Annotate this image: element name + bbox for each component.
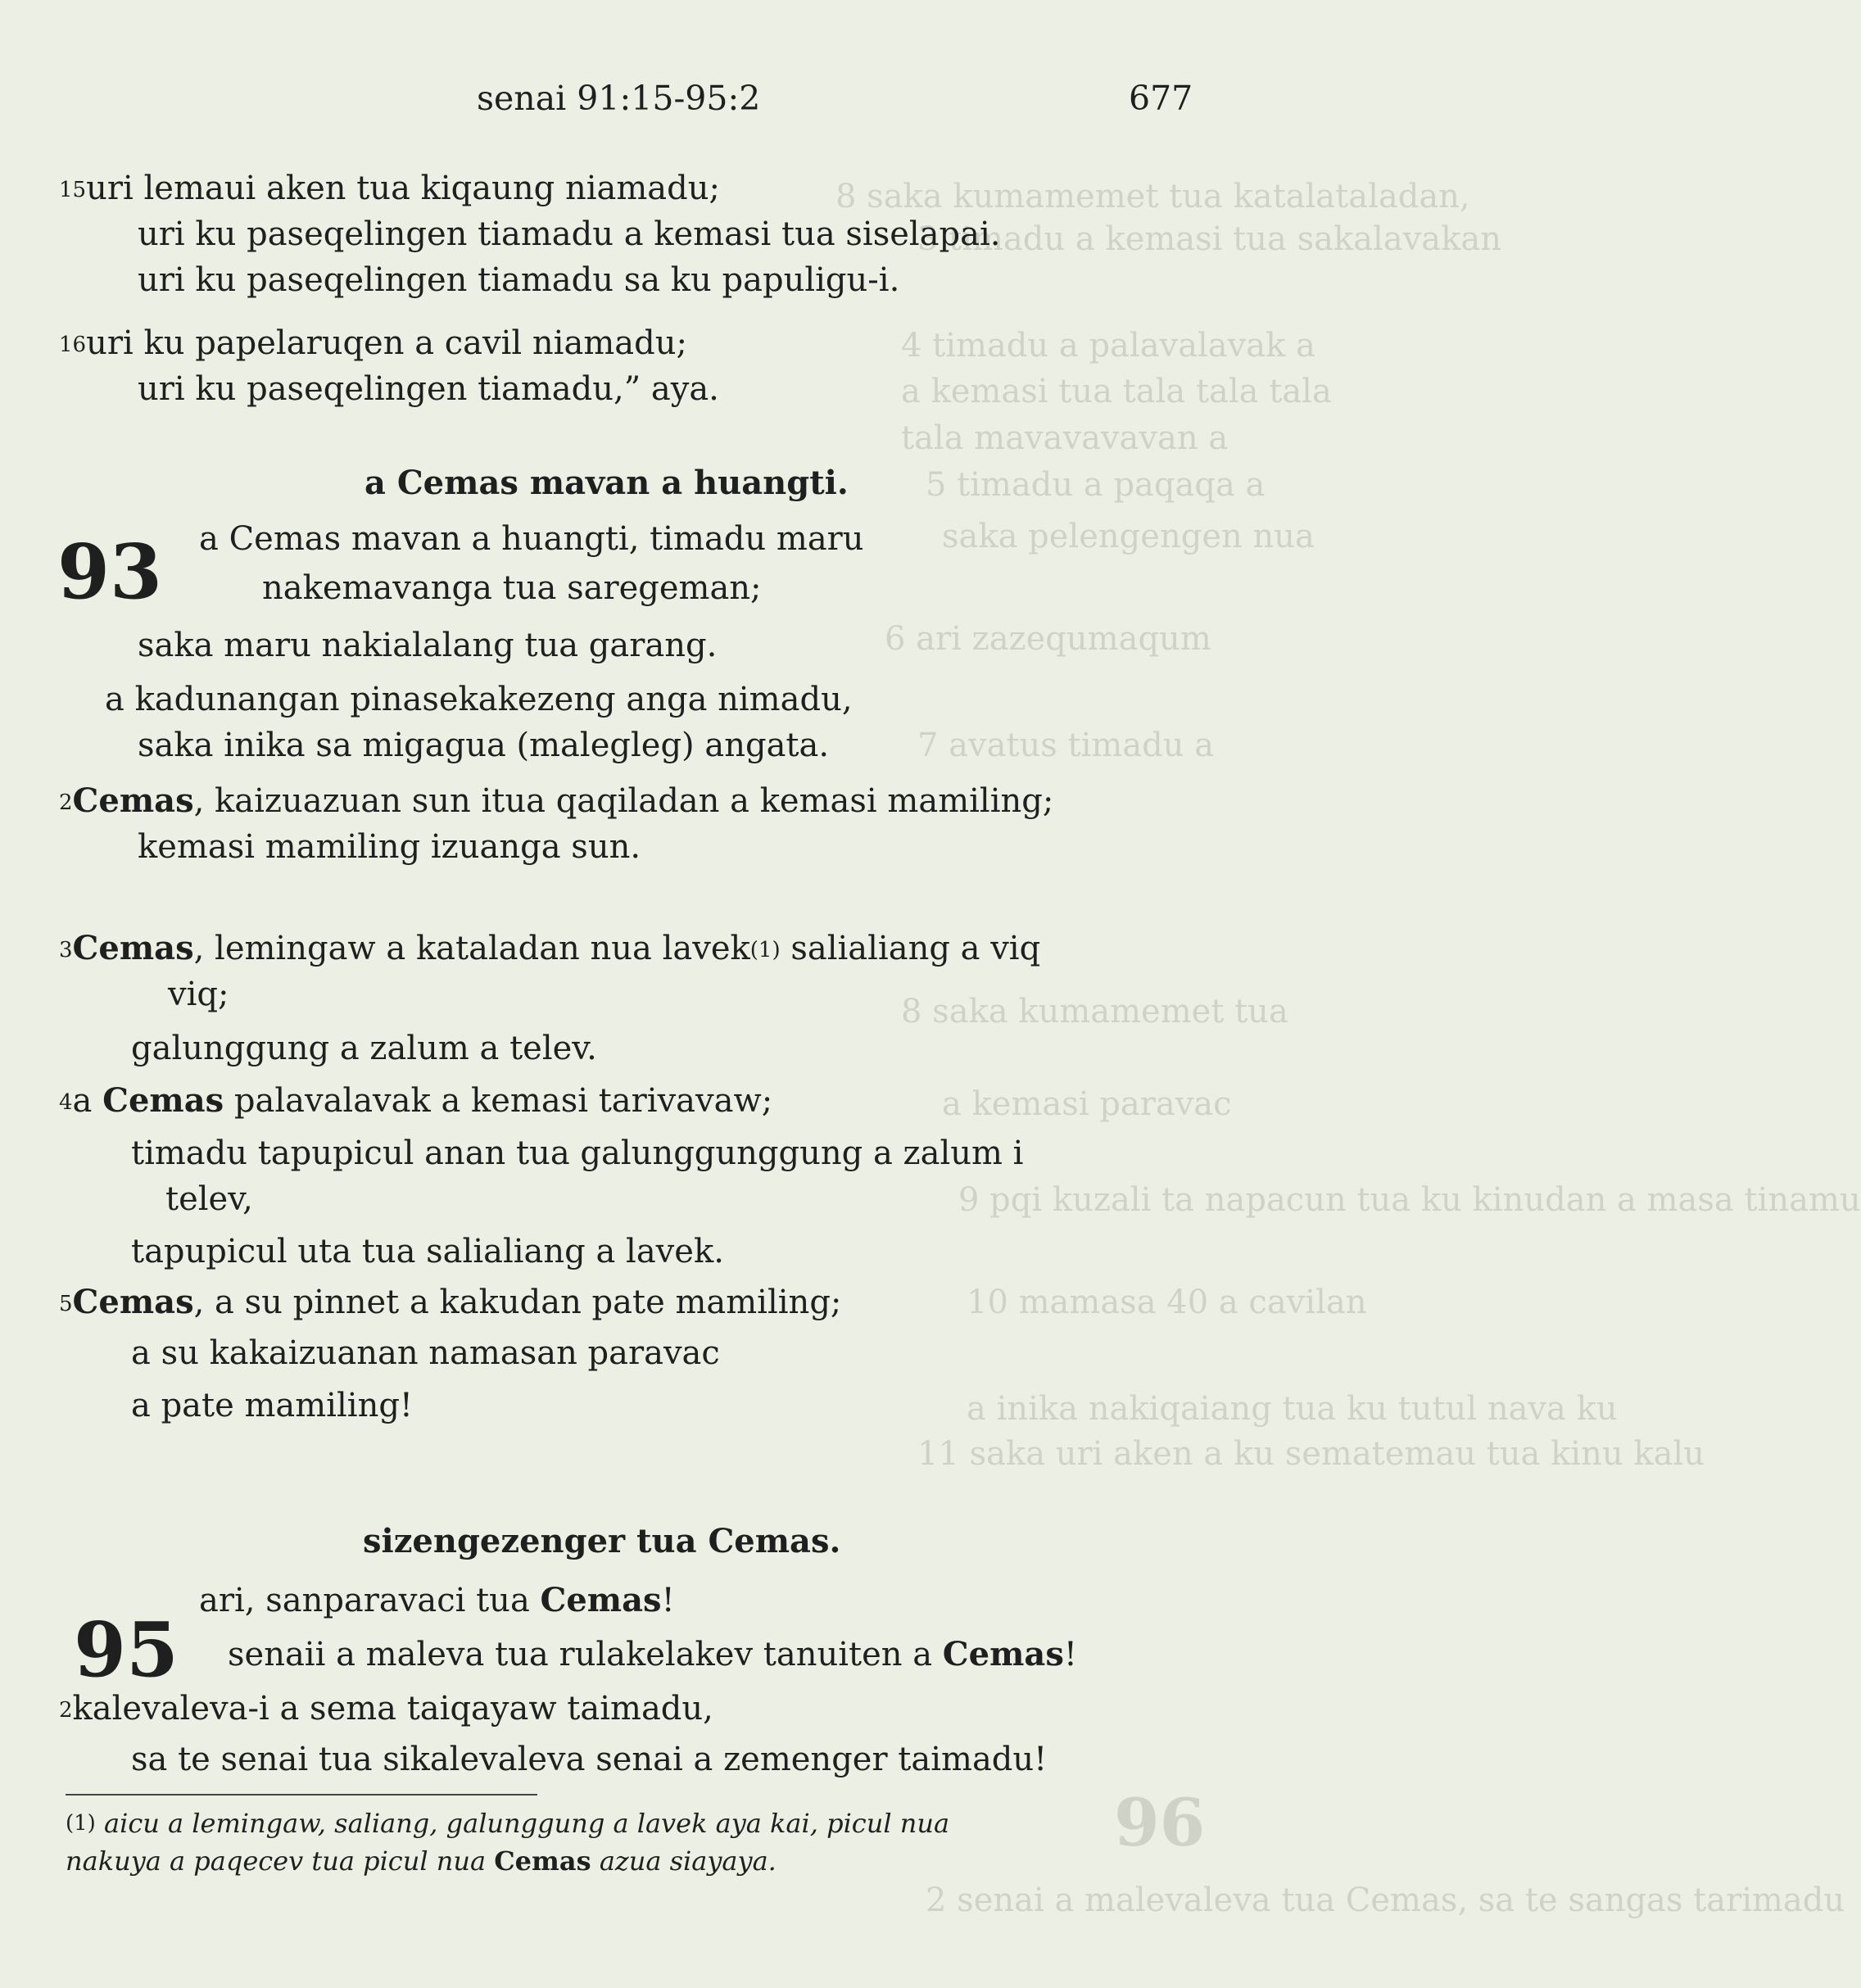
page-number: 677	[1129, 79, 1193, 118]
verse-line: !	[661, 1582, 675, 1619]
divine-name: Cemas	[540, 1581, 662, 1619]
bleed-through-line: 7 avatus timadu a	[917, 727, 1215, 764]
verse-line: tapupicul uta tua salialiang a lavek.	[131, 1233, 724, 1270]
bleed-through-line: tala mavavavavan a	[901, 419, 1229, 457]
verse-95-2	[59, 1686, 713, 1732]
divine-name: Cemas	[72, 1283, 194, 1321]
verse-line: senaii a maleva tua rulakelakev tanuiten a	[228, 1636, 943, 1673]
footnote-text: nakuya a paqecev tua picul nua	[66, 1845, 495, 1877]
verse-line: galunggung a zalum a telev.	[131, 1030, 597, 1067]
verse-line: timadu tapupicul anan tua galunggunggung a zalum i	[131, 1134, 1024, 1172]
bleed-through-line: 8 saka kumamemet tua katalataladan,	[835, 178, 1470, 215]
verse-line: uri ku paseqelingen tiamadu a kemasi tua siselapai.	[138, 215, 1001, 253]
bleed-through-line: 8 saka kumamemet tua	[901, 993, 1288, 1030]
divine-name: Cemas	[72, 781, 194, 820]
verse-number: 16	[59, 333, 87, 357]
verse-line: a	[72, 1082, 103, 1120]
footnote-rule	[66, 1794, 537, 1796]
verse-line: kemasi mamiling izuanga sun.	[138, 828, 641, 866]
divine-name: Cemas	[72, 929, 194, 967]
footnote-marker: (1)	[749, 938, 781, 962]
footnote-text: aicu a lemingaw, saliang, galunggung a lavek aya kai, picul nua	[95, 1808, 950, 1839]
verse-line: a pate mamiling!	[131, 1387, 414, 1424]
bleed-through-line: a inika nakiqaiang tua ku tutul nava ku	[967, 1390, 1618, 1428]
verse-line: uri ku papelaruqen a cavil niamadu;	[86, 324, 687, 362]
verse-91-16	[59, 320, 687, 366]
verse-line: , kaizuazuan sun itua qaqiladan a kemasi mamiling;	[193, 782, 1054, 820]
verse-line: ari, sanparavaci tua	[199, 1582, 541, 1619]
verse-line: kalevaleva-i a sema taiqayaw taimadu,	[72, 1690, 713, 1728]
verse-number: 15	[59, 178, 87, 202]
verse-93-5	[59, 1279, 841, 1325]
verse-line: a su kakaizuanan namasan paravac	[131, 1334, 720, 1372]
verse-93-4	[59, 1078, 772, 1124]
verse-line: a Cemas mavan a huangti, timadu maru	[199, 520, 864, 558]
verse-91-15	[59, 165, 720, 211]
verse-93-3	[59, 926, 1040, 971]
verse-line: saka inika sa migagua (malegleg) angata.	[138, 727, 830, 764]
verse-number: 2	[59, 1698, 73, 1723]
verse-line: , a su pinnet a kakudan pate mamiling;	[193, 1284, 842, 1321]
verse-line: uri lemaui aken tua kiqaung niamadu;	[86, 170, 720, 207]
running-header: senai 91:15-95:2	[477, 79, 761, 118]
divine-name: Cemas	[942, 1635, 1064, 1673]
verse-number: 5	[59, 1292, 73, 1316]
psalm-95-number: 95	[74, 1605, 179, 1694]
bleed-through-line: 11 saka uri aken a ku sematemau tua kinu kalu	[917, 1435, 1705, 1473]
bleed-through-line: 9 pqi kuzali ta napacun tua ku kinudan a masa tinamu	[958, 1181, 1861, 1219]
verse-line: uri ku paseqelingen tiamadu sa ku papuligu-i.	[138, 261, 900, 299]
verse-line: salialiang a viq	[780, 930, 1041, 967]
divine-name: Cemas	[494, 1845, 591, 1877]
verse-93-2	[59, 778, 1053, 824]
verse-line: saka maru nakialalang tua garang.	[138, 627, 718, 664]
footnote-marker: (1)	[66, 1811, 96, 1836]
divine-name: Cemas	[102, 1081, 224, 1120]
verse-line: uri ku paseqelingen tiamadu,” aya.	[138, 370, 719, 408]
bleed-through-line: 2 senai a malevaleva tua Cemas, sa te sangas tarimadu	[926, 1882, 1845, 1919]
psalm-95-title: sizengezenger tua Cemas.	[363, 1522, 841, 1560]
bleed-through-line: 10 mamasa 40 a cavilan	[967, 1284, 1367, 1321]
verse-line: viq;	[168, 976, 229, 1013]
bleed-through-line: a kemasi tua tala tala tala	[901, 373, 1332, 410]
verse-number: 3	[59, 938, 73, 962]
bleed-through-line: 6 ari zazequmaqum	[885, 620, 1211, 658]
verse-line: sa te senai tua sikalevaleva senai a zemenger taimadu!	[131, 1741, 1048, 1778]
verse-95-1-line1	[199, 1578, 675, 1623]
bleed-through-line: a kemasi paravac	[942, 1085, 1232, 1123]
verse-line: , lemingaw a kataladan nua lavek	[193, 930, 750, 967]
psalm-93-number: 93	[57, 528, 163, 616]
psalm-93-title: a Cemas mavan a huangti.	[365, 464, 849, 502]
verse-95-1-line2	[228, 1632, 1077, 1678]
bleed-through-line: 96	[1114, 1784, 1206, 1861]
verse-line: telev,	[165, 1180, 253, 1218]
bleed-through-line: 4 timadu a palavalavak a	[901, 327, 1315, 365]
bleed-through-line: saka pelengengen nua	[942, 518, 1315, 555]
verse-line: a kadunangan pinasekakezeng anga nimadu,	[105, 681, 853, 718]
bleed-through-line: 3 timadu a kemasi tua sakalavakan	[917, 220, 1501, 258]
verse-line: nakemavanga tua saregeman;	[262, 569, 762, 607]
bleed-through-line: 5 timadu a paqaqa a	[926, 466, 1266, 504]
verse-number: 4	[59, 1090, 73, 1115]
verse-line: !	[1063, 1636, 1077, 1673]
footnote-line2	[66, 1843, 777, 1879]
verse-number: 2	[59, 790, 73, 815]
verse-line: palavalavak a kemasi tarivavaw;	[224, 1082, 773, 1120]
footnote-line1	[66, 1805, 949, 1841]
footnote-text: azua siayaya.	[591, 1845, 777, 1877]
